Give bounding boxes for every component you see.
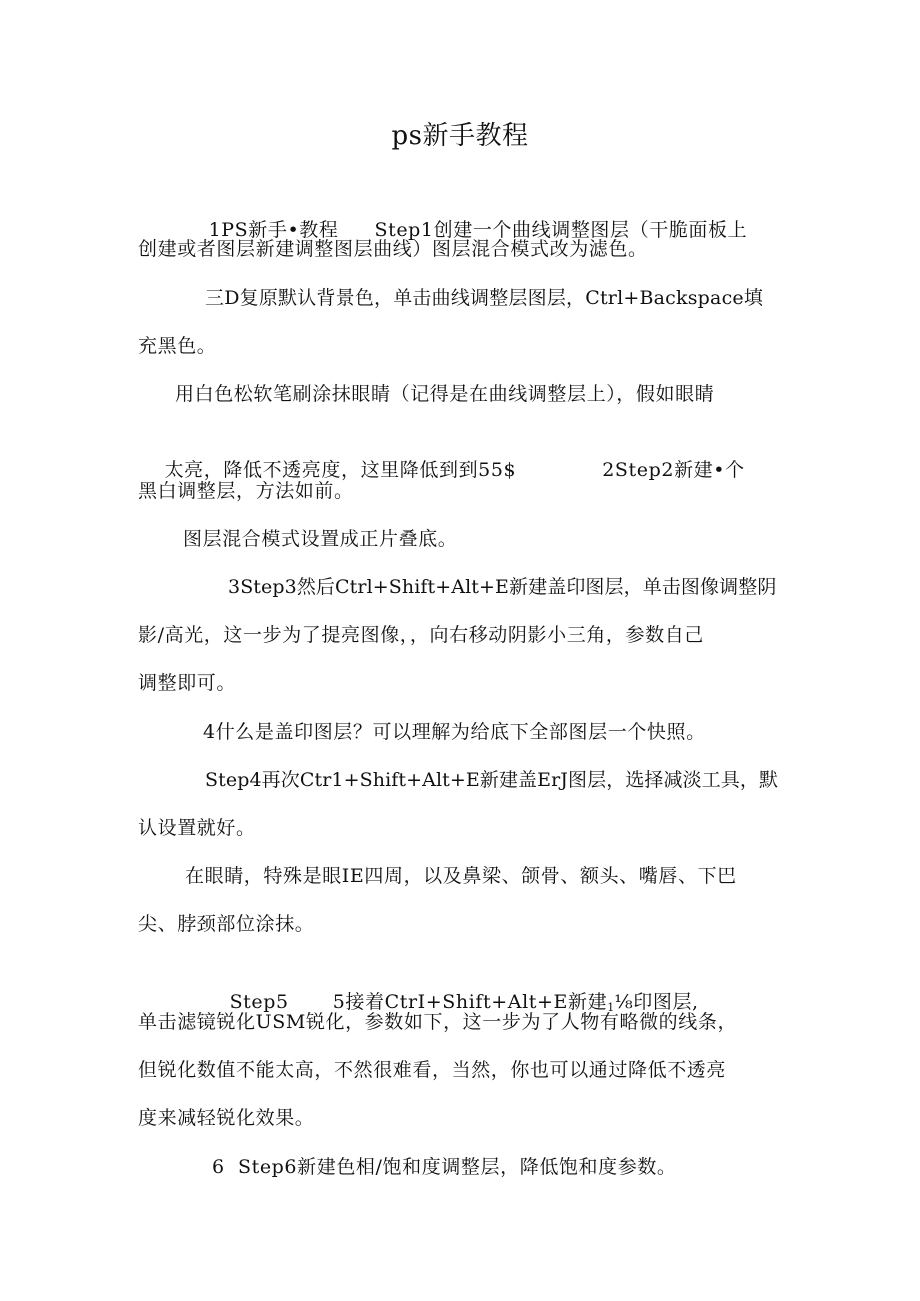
paragraph-line: 单击滤镜锐化USM锐化，参数如下，这一步为了人物有略微的线条， [138,1011,738,1033]
line-segment: Step5 [229,991,289,1013]
line-segment: 2Step2新建•个 [602,459,745,481]
line-segment: 5接着CtrI+Shift+Alt+E新建 [332,991,608,1013]
paragraph-line: 尖、脖颈部位涂抹。 [138,913,315,935]
paragraph-line: 但锐化数值不能太高，不然很难看，当然，你也可以通过降低不透亮 [138,1059,727,1081]
paragraph-line: 6 Step6新建色相/饱和度调整层，降低饱和度参数。 [212,1156,677,1178]
paragraph-line: Step4再次Ctr1+Shift+Alt+E新建盖ErJ图层，选择减淡工具，默 [205,769,779,791]
line-subscript: 1 [607,1001,615,1014]
line-segment: 太亮，降低不透亮度，这里降低到到55$ [164,459,517,481]
paragraph-line: 创建或者图层新建调整图层曲线）图层混合模式改为滤色。 [138,238,648,260]
paragraph-line: 调整即可。 [138,672,237,694]
paragraph-line: 图层混合模式设置成正片叠底。 [183,528,458,550]
paragraph-line: 三D复原默认背景色，单击曲线调整层图层，Ctrl+Backspace填 [205,287,764,309]
paragraph-line: 认设置就好。 [138,817,256,839]
paragraph-line: 用白色松软笔刷涂抹眼睛（记得是在曲线调整层上），假如眼睛 [175,383,715,405]
paragraph-line: 充黑色。 [138,335,217,357]
paragraph-line [203,960,699,1050]
document-title: ps新手教程 [391,121,529,151]
line-segment: Step1创建一个曲线调整图层（干脆面板上 [374,219,748,241]
paragraph-line: 在眼睛，特殊是眼IE四周，以及鼻梁、颌骨、额头、嘴唇、下巴 [185,865,737,887]
paragraph-line: 黑白调整层，方法如前。 [138,480,354,502]
line-segment: 1PS新手•教程 [208,219,339,241]
line-segment: ⅛印图层, [614,991,699,1013]
paragraph-line: 4什么是盖印图层？可以理解为给底下全部图层一个快照。 [203,721,706,743]
paragraph-line: 3Step3然后Ctrl+Shift+Alt+E新建盖印图层，单击图像调整阴 [228,576,777,598]
paragraph-line: 度来减轻锐化效果。 [138,1107,315,1129]
paragraph-line: 影/高光，这一步为了提亮图像，，向右移动阴影小三角，参数自己 [138,624,704,646]
